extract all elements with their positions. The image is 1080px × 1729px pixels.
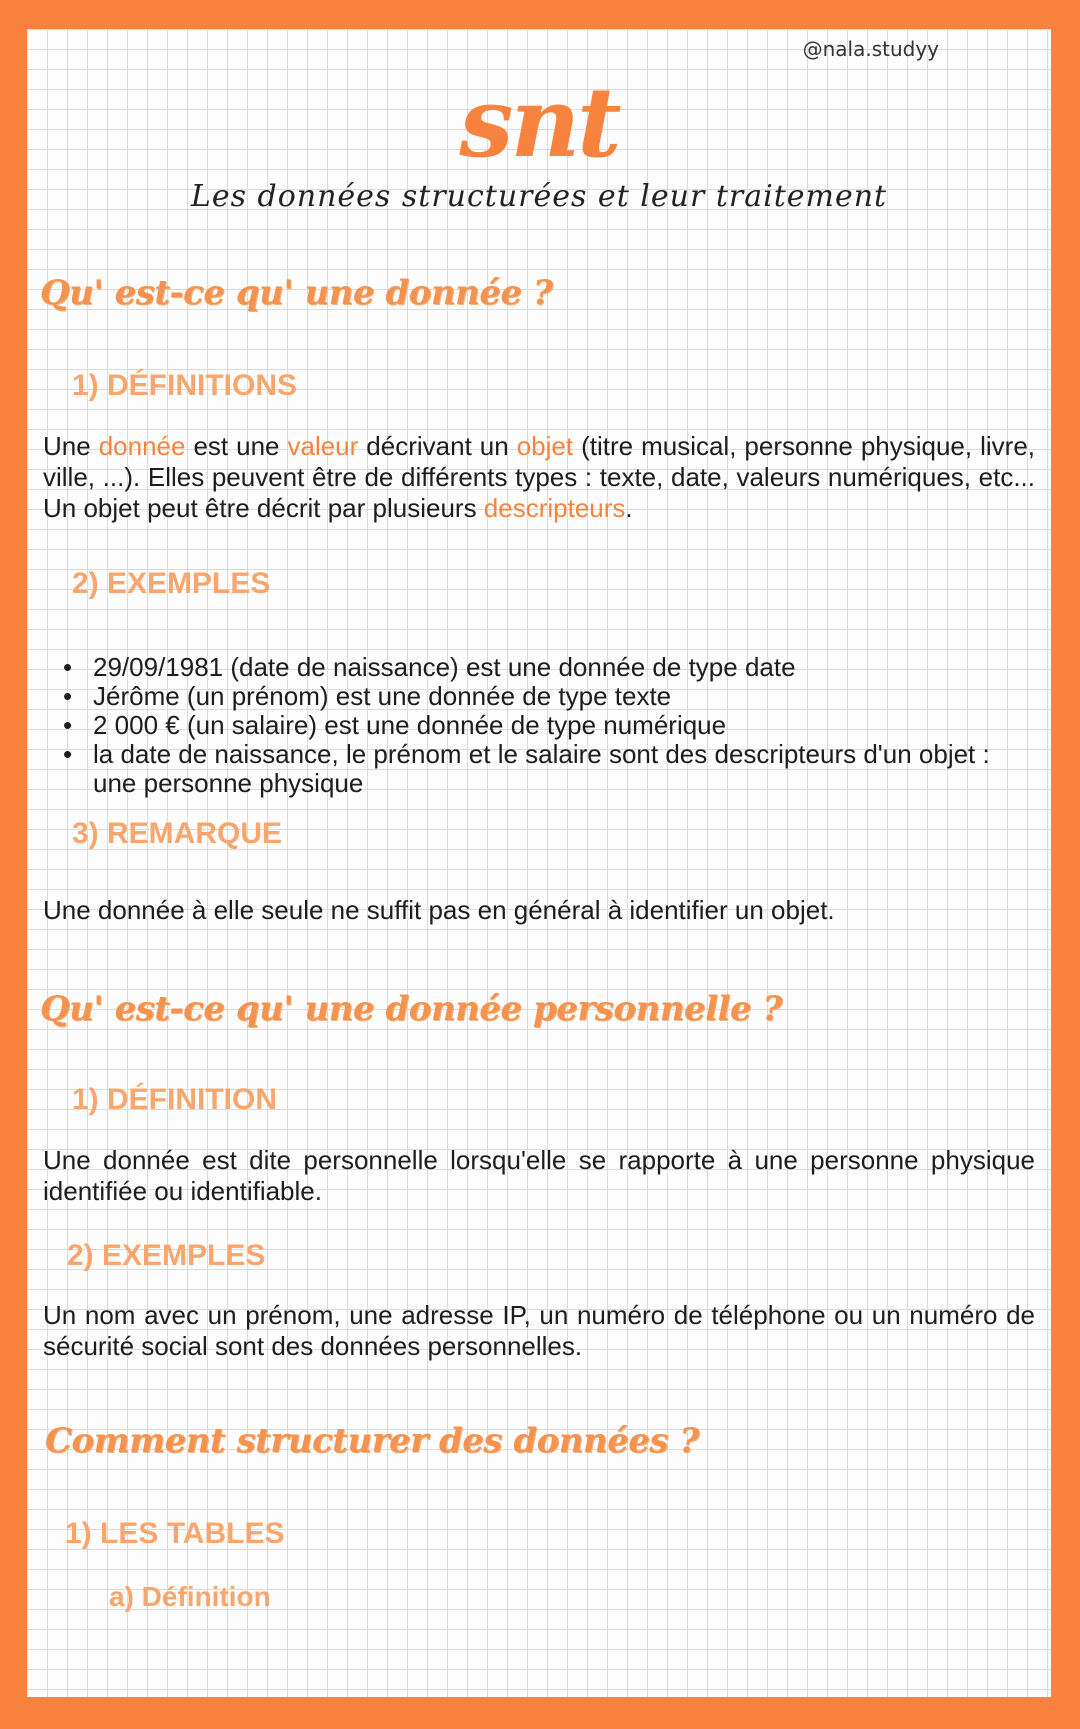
list-item: • la date de naissance, le prénom et le salaire sont des descripteurs d'un objet : une personne physique (43, 740, 1035, 798)
section-title-structurer: Comment structurer des données ? (45, 1421, 699, 1461)
definition-paragraph (43, 431, 1035, 524)
list-item: • Jérôme (un prénom) est une donnée de type texte (43, 682, 1035, 711)
subheading-definition: a) Définition (109, 1581, 271, 1612)
list-item: • 2 000 € (un salaire) est une donnée de type numérique (43, 711, 1035, 740)
list-item: • 29/09/1981 (date de naissance) est une donnée de type date (43, 653, 1035, 682)
heading-exemples-2: 2) EXEMPLES (67, 1239, 266, 1272)
keyword-objet: objet (516, 431, 574, 461)
personal-examples-paragraph: Un nom avec un prénom, une adresse IP, un numéro de téléphone ou un numéro de sécurité social sont des données personnelles. (43, 1300, 1035, 1361)
heading-definition: 1) DÉFINITION (72, 1083, 278, 1116)
heading-les-tables: 1) LES TABLES (65, 1517, 285, 1550)
heading-exemples: 2) EXEMPLES (72, 567, 271, 600)
text-run: . (625, 493, 633, 523)
examples-list (43, 653, 1035, 798)
personal-definition-paragraph: Une donnée est dite personnelle lorsqu'elle se rapporte à une personne physique identifiée ou identifiable. (43, 1145, 1035, 1206)
keyword-donnee: donnée (98, 431, 186, 461)
note-sheet (27, 29, 1051, 1697)
text-run: Une (43, 431, 99, 461)
text-run: décrivant un (358, 431, 517, 461)
heading-remarque: 3) REMARQUE (72, 817, 283, 850)
author-handle: @nala.studyy (802, 37, 939, 61)
keyword-descripteurs: descripteurs (483, 493, 626, 523)
heading-definitions: 1) DÉFINITIONS (72, 369, 298, 402)
section-title-donnee: Qu' est-ce qu' une donnée ? (40, 273, 553, 313)
remark-paragraph: Une donnée à elle seule ne suffit pas en général à identifier un objet. (43, 895, 835, 925)
brand-title: snt (459, 66, 619, 179)
text-run: est une (185, 431, 288, 461)
text-run: (titre musical, personne physique, livre, ville, ...). Elles peuvent être de différents types : texte, date, valeurs numériques, etc... Un objet peut être décrit par plusieurs (43, 431, 1036, 523)
section-title-donnee-personnelle: Qu' est-ce qu' une donnée personnelle ? (40, 989, 782, 1029)
keyword-valeur: valeur (287, 431, 359, 461)
page-subtitle: Les données structurées et leur traitement (190, 179, 888, 214)
